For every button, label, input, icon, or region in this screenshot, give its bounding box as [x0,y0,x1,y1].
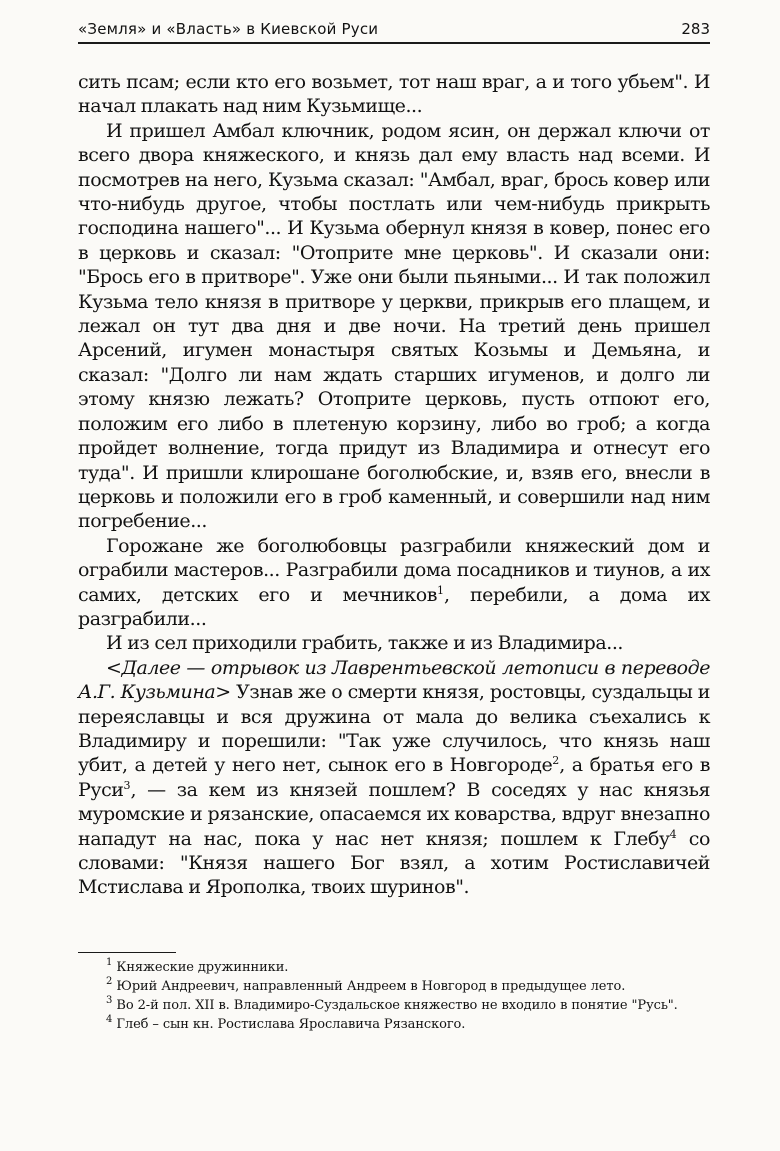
paragraph-ambal: И пришел Амбал ключник, родом ясин, он держал ключи от всего двора княжеского, и князь дал ему власть над всеми. И посмотрев на него, Кузьма сказал: "Амбал, враг, брось ковер или что-нибудь другое, чтобы постлать или чем-нибудь прикрыть господина нашего"... И Кузьма обернул князя в ковер, понес его в церковь и сказал: "Отоприте мне церковь". И сказали они: "Брось его в притворе". Уже они были пьяными... И так положил Кузьма тело князя в притворе у церкви, прикрыв его плащем, и лежал он тут два дня и две ночи. На третий день пришел Арсений, игумен монастыря святых Козьмы и Демьяна, и сказал: "Долго ли нам ждать старших игуменов, и долго ли этому князю лежать? Отоприте церковь, пусть отпоют его, положим его либо в плетеную корзину, либо во гроб; а когда пройдет волнение, тогда придут из Владимира и отнесут его туда". И пришли клирошане боголюбские, и, взяв его, внесли в церковь и положили его в гроб каменный, и совершили над ним погребение... [78,119,710,533]
paragraph-text: , а братья его в Руси [78,754,710,801]
footnote-1 [78,958,710,977]
footnote-ref-3[interactable]: 3 [123,778,131,792]
footnote-ref-2[interactable]: 2 [552,754,560,768]
footnotes [78,958,710,1034]
paragraph-text: со словами: "Князя нашего Бог взял, а хотим Ростиславичей Мстислава и Ярополка, твоих шуринов". [78,827,710,899]
footnote-ref-1[interactable]: 1 [436,583,444,597]
footnote-text: Юрий Андреевич, направленный Андреем в Новгород в предыдущее лето. [112,979,626,994]
paragraph-text: , перебили, а дома их разграбили... [78,583,710,630]
paragraph-text: , — за кем из князей пошлем? В соседях у нас князья муромские и рязанские, опасаемся их коварства, вдруг внезапно нападут на нас, пока у нас нет князя; пошлем к Глебу [78,778,710,850]
footnote-text: Княжеские дружинники. [112,960,289,975]
footnote-text: Глеб – сын кн. Ростислава Ярославича Рязанского. [112,1017,466,1032]
paragraph-looting [78,534,710,632]
footnote-number: 4 [106,1014,113,1025]
page-number: 283 [681,20,710,38]
running-title: «Земля» и «Власть» в Киевской Руси [78,20,379,38]
editorial-note: <Далее — отрывок из Лаврентьевской летописи в переводе А.Г. Кузьмина> [78,656,710,704]
footnote-2 [78,977,710,996]
paragraph-text: Узнав же о смерти князя, ростовцы, суздальцы и переяславцы и вся дружина от мала до велика съехались к Владимиру и порешили: "Так уже случилось, что князь наш убит, а детей у него нет, сынок его в Новгороде [78,681,710,777]
paragraph-continued: сить псам; если кто его возьмет, тот наш враг, а и того убьем". И начал плакать над ним Кузьмище... [78,71,710,118]
paragraph-text: Горожане же боголюбовцы разграбили княжеский дом и ограбили мастеров... Разграбили дома посадников и тиунов, а их самих, детских его и мечников [78,534,710,606]
footnote-ref-4[interactable]: 4 [669,827,677,841]
footnote-divider [78,952,176,953]
footnote-number: 3 [106,995,113,1006]
main-text [78,70,710,900]
footnote-3 [78,996,710,1015]
paragraph-laurentian [78,656,710,900]
footnote-number: 1 [106,957,113,968]
footnote-number: 2 [106,976,113,987]
footnote-text: Во 2-й пол. XII в. Владимиро-Суздальское княжество не входило в понятие "Русь". [112,998,678,1013]
footnote-4 [78,1015,710,1034]
paragraph-villages: И из сел приходили грабить, также и из Владимира... [106,632,623,655]
running-header [78,16,710,44]
